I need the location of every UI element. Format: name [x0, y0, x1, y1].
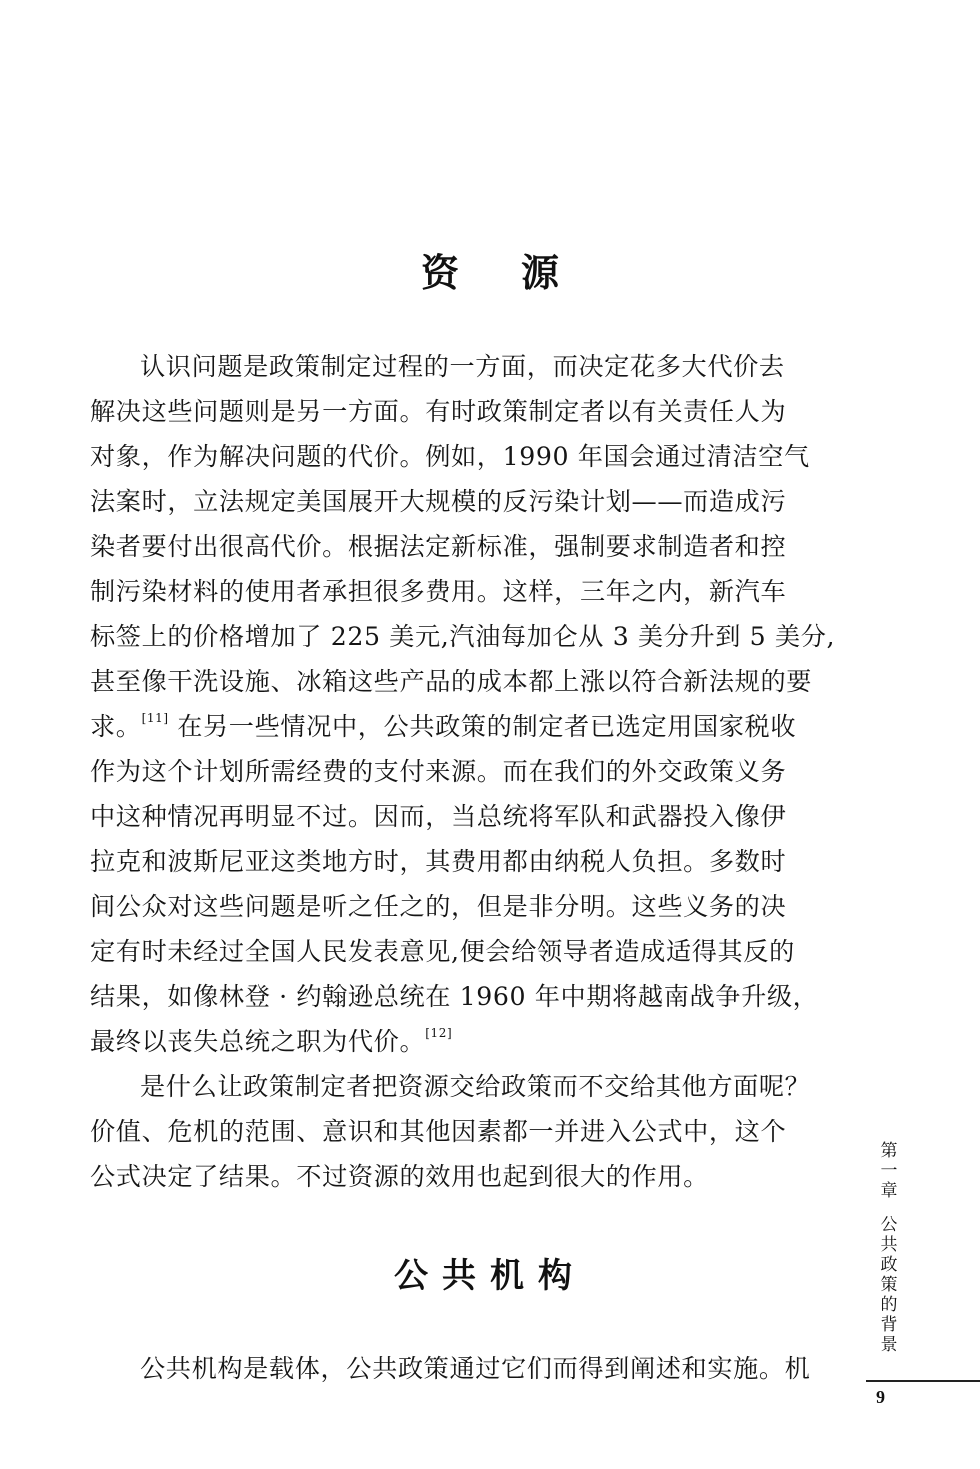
footnote-ref-12: [12] [425, 1026, 453, 1040]
sidebar-char: 政 [880, 1255, 898, 1275]
footnote-ref-11: [11] [141, 711, 169, 725]
text-line: 对象，作为解决问题的代价。例如，1990 年国会通过清洁空气 [90, 442, 810, 471]
text-line: 解决这些问题则是另一方面。有时政策制定者以有关责任人为 [90, 397, 787, 426]
sidebar-title [874, 1215, 904, 1355]
text-line: 拉克和波斯尼亚这类地方时，其费用都由纳税人负担。多数时 [90, 847, 787, 876]
text-fragment: 在另一些情况中，公共政策的制定者已选定用国家税收 [168, 712, 797, 741]
page-rule [866, 1380, 980, 1382]
text-fragment: 求。 [90, 712, 142, 741]
text-line: 是什么让政策制定者把资源交给政策而不交给其他方面呢？ [140, 1072, 811, 1101]
text-line: 间公众对这些问题是听之任之的，但是非分明。这些义务的决 [90, 892, 787, 921]
heading-char-2: 源 [521, 250, 560, 295]
sidebar-char: 章 [880, 1181, 898, 1201]
text-line: 制污染材料的使用者承担很多费用。这样，三年之内，新汽车 [90, 577, 787, 606]
text-line [90, 1026, 453, 1056]
text-fragment: 最终以丧失总统之职为代价。 [90, 1027, 426, 1056]
sidebar-char: 景 [880, 1335, 898, 1355]
sidebar-char: 第 [880, 1141, 898, 1161]
text-line: 公式决定了结果。不过资源的效用也起到很大的作用。 [90, 1162, 709, 1191]
text-line: 结果，如像林登 · 约翰逊总统在 1960 年中期将越南战争升级， [90, 982, 819, 1011]
text-line: 认识问题是政策制定过程的一方面，而决定花多大代价去 [140, 352, 785, 381]
sidebar-char: 背 [880, 1315, 898, 1335]
text-line: 价值、危机的范围、意识和其他因素都一并进入公式中，这个 [90, 1117, 787, 1146]
heading-char-1: 资 [420, 250, 459, 295]
text-line: 染者要付出很高代价。根据法定新标准，强制要求制造者和控 [90, 532, 787, 561]
text-line [90, 711, 797, 741]
sidebar-char: 共 [880, 1235, 898, 1255]
text-line: 作为这个计划所需经费的支付来源。而在我们的外交政策义务 [90, 757, 787, 786]
sidebar-chapter [874, 1141, 904, 1201]
chapter-sidebar [874, 1141, 904, 1355]
section-heading-resources [0, 242, 980, 297]
sidebar-char: 策 [880, 1275, 898, 1295]
text-line: 中这种情况再明显不过。因而，当总统将军队和武器投入像伊 [90, 802, 787, 831]
text-line: 法案时，立法规定美国展开大规模的反污染计划——而造成污 [90, 487, 787, 516]
section-heading-public-institutions: 公共机构 [394, 1256, 586, 1296]
sidebar-char: 公 [880, 1215, 898, 1235]
text-line: 定有时未经过全国人民发表意见,便会给领导者造成适得其反的 [90, 937, 795, 966]
text-line: 公共机构是载体，公共政策通过它们而得到阐述和实施。机 [140, 1354, 811, 1383]
text-line: 标签上的价格增加了 225 美元,汽油每加仑从 3 美分升到 5 美分, [90, 622, 836, 651]
page-number: 9 [876, 1387, 885, 1407]
sidebar-char: 的 [880, 1295, 898, 1315]
sidebar-char: 一 [880, 1161, 898, 1181]
text-line: 甚至像干洗设施、冰箱这些产品的成本都上涨以符合新法规的要 [90, 667, 813, 696]
